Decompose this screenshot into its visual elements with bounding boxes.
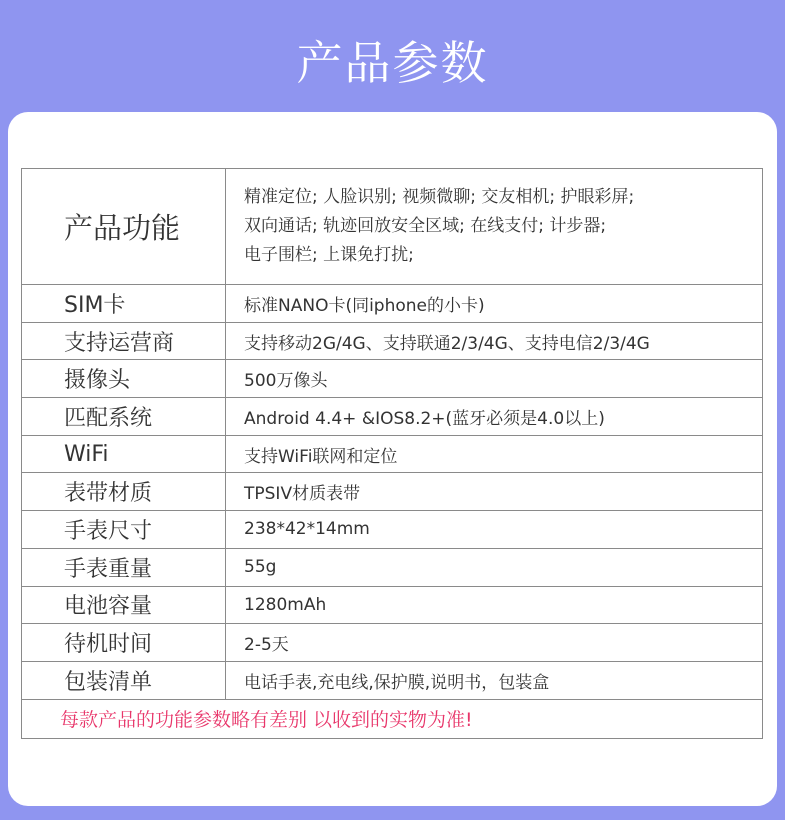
- spec-value: [226, 169, 763, 285]
- spec-value: 标准NANO卡(同iphone的小卡): [226, 285, 763, 323]
- spec-label: 待机时间: [22, 624, 226, 662]
- spec-value: 2-5天: [226, 624, 763, 662]
- spec-value-line: 精准定位; 人脸识别; 视频微聊; 交友相机; 护眼彩屏;: [244, 187, 635, 207]
- table-row: [22, 548, 763, 586]
- spec-label: 包装清单: [22, 661, 226, 699]
- table-row: [22, 699, 763, 738]
- table-row: [22, 169, 763, 285]
- table-row: [22, 624, 763, 662]
- table-row: [22, 586, 763, 624]
- spec-label: 匹配系统: [22, 398, 226, 436]
- spec-value-line: 电子围栏; 上课免打扰;: [244, 245, 414, 265]
- page-title: 产品参数: [296, 36, 489, 90]
- table-row: [22, 473, 763, 511]
- spec-label: WiFi: [22, 435, 226, 473]
- spec-label: 电池容量: [22, 586, 226, 624]
- spec-label: 手表重量: [22, 548, 226, 586]
- spec-value-line: 双向通话; 轨迹回放安全区域; 在线支付; 计步器;: [244, 216, 607, 236]
- spec-table: [21, 168, 763, 739]
- spec-label: 产品功能: [22, 169, 226, 285]
- spec-label: 手表尺寸: [22, 511, 226, 549]
- spec-value: 支持WiFi联网和定位: [226, 435, 763, 473]
- table-row: [22, 285, 763, 323]
- spec-label: 摄像头: [22, 360, 226, 398]
- table-row: [22, 435, 763, 473]
- table-row: [22, 511, 763, 549]
- spec-value: 1280mAh: [226, 586, 763, 624]
- table-row: [22, 398, 763, 436]
- spec-label: 支持运营商: [22, 322, 226, 360]
- spec-value: 238*42*14mm: [226, 511, 763, 549]
- disclaimer-note: 每款产品的功能参数略有差别 以收到的实物为准!: [22, 699, 763, 738]
- spec-value: 支持移动2G/4G、支持联通2/3/4G、支持电信2/3/4G: [226, 322, 763, 360]
- spec-label: 表带材质: [22, 473, 226, 511]
- table-row: [22, 322, 763, 360]
- spec-label: SIM卡: [22, 285, 226, 323]
- spec-value: TPSIV材质表带: [226, 473, 763, 511]
- spec-value: 55g: [226, 548, 763, 586]
- spec-value: 500万像头: [226, 360, 763, 398]
- spec-value: Android 4.4+ &IOS8.2+(蓝牙必须是4.0以上): [226, 398, 763, 436]
- spec-value: 电话手表,充电线,保护膜,说明书，包装盒: [226, 661, 763, 699]
- table-row: [22, 360, 763, 398]
- table-row: [22, 661, 763, 699]
